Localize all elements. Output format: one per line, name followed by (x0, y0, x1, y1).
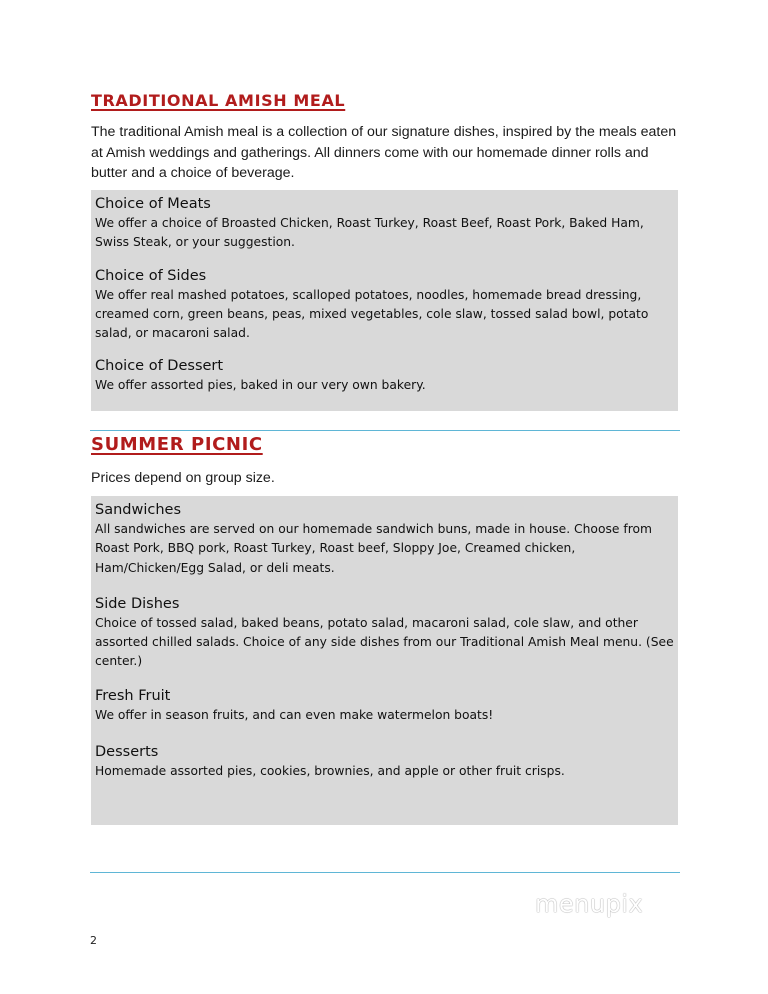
page-number: 2 (90, 934, 97, 947)
menu-item-description: We offer real mashed potatoes, scalloped potatoes, noodles, homemade bread dressing, creamed corn, green beans, peas, mixed vegetables, cole slaw, tossed salad bowl, potato salad, or macaroni salad. (95, 287, 649, 341)
menu-item-meats (95, 194, 674, 253)
section-intro-amish: The traditional Amish meal is a collection of our signature dishes, inspired by the meals eaten at Amish weddings and gatherings. All dinners come with our homemade dinner rolls and butter and a choice of beverage. (91, 124, 677, 181)
menu-item-title: Desserts (95, 744, 159, 761)
menupix-watermark: menupix (535, 890, 644, 918)
menu-item-title: Side Dishes (95, 595, 180, 612)
menu-item-title: Fresh Fruit (95, 687, 171, 704)
menu-item-description: Choice of tossed salad, baked beans, potato salad, macaroni salad, cole slaw, and other assorted chilled salads. Choice of any side dishes from our Traditional Amish Meal menu. (See center.) (95, 615, 674, 669)
menu-item-sides (95, 266, 674, 344)
menu-item-title: Choice of Sides (95, 267, 207, 284)
menu-item-title: Choice of Meats (95, 196, 211, 212)
menu-item-sandwiches (95, 500, 674, 578)
menu-item-side-dishes (95, 594, 674, 672)
section-intro-picnic: Prices depend on group size. (91, 470, 275, 486)
menu-item-description: Homemade assorted pies, cookies, brownies, and apple or other fruit crisps. (95, 764, 565, 779)
menu-box-amish (91, 190, 678, 411)
menu-item-description: We offer assorted pies, baked in our very own bakery. (95, 378, 426, 393)
menu-item-description: We offer in season fruits, and can even make watermelon boats! (95, 707, 494, 722)
section-title-summer-picnic: SUMMER PICNIC (91, 434, 263, 455)
menu-item-fresh-fruit (95, 686, 674, 725)
menu-item-description: All sandwiches are served on our homemade sandwich buns, made in house. Choose from Roast Pork, BBQ pork, Roast Turkey, Roast beef, Sloppy Joe, Creamed chicken, Ham/Chicken/Egg Salad, or deli meats. (95, 522, 652, 575)
section-title-traditional-amish-meal: TRADITIONAL AMISH MEAL (91, 91, 346, 110)
menu-item-description: We offer a choice of Broasted Chicken, Roast Turkey, Roast Beef, Roast Pork, Baked Ham, Swiss Steak, or your suggestion. (95, 216, 644, 250)
menu-item-desserts (95, 742, 674, 781)
menu-item-title: Sandwiches (95, 502, 182, 518)
section-divider (90, 430, 680, 431)
menu-box-picnic (91, 496, 678, 825)
menu-item-title: Choice of Dessert (95, 358, 224, 375)
menu-item-dessert (95, 356, 674, 395)
footer-divider (90, 872, 680, 873)
